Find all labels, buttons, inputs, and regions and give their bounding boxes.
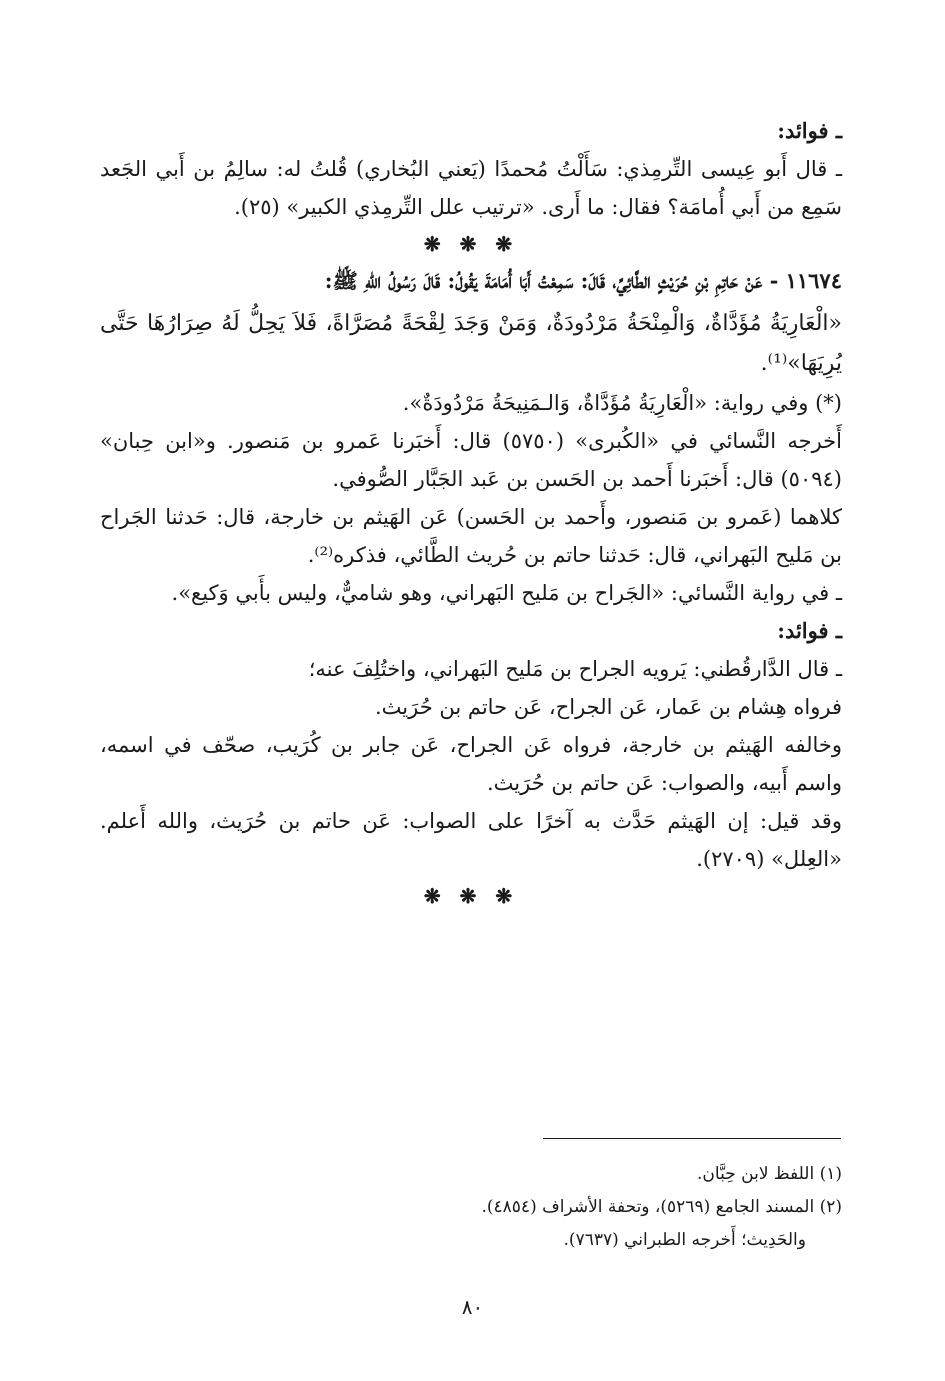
footnote-item: (٢) المسند الجامع (٥٢٦٩)، وتحفة الأشراف (٤٨٥٤).	[481, 1197, 842, 1217]
hadith-text: «الْعَارِيَةُ مُؤَدَّاةٌ، وَالْمِنْحَةُ مَرْدُودَةٌ، وَمَنْ وَجَدَ لِقْحَةً مُصَرَّاةً، فَلاَ يَحِلُّ لَهُ صِرَارُهَا حَتَّى يُرِيَهَا»⁽¹⁾.	[100, 311, 842, 376]
takhrij-paragraph: ـ في رواية النَّسائي: «الجَراح بن مَليح البَهراني، وهو شاميٌّ، وليس بأَبي وَكيع».	[171, 581, 842, 605]
main-text	[100, 112, 842, 914]
takhrij-paragraph: كلاهما (عَمرو بن مَنصور، وأَحمد بن الحَسن) عَن الهَيثم بن خارجة، قال: حَدثنا الجَراح بن مَليح البَهراني، قال: حَدثنا حاتم بن حُريث الطَّائي، فذكره⁽²⁾.	[100, 505, 842, 567]
takhrij-paragraph: أَخرجه النَّسائي في «الكُبرى» (٥٧٥٠) قال: أَخبَرنا عَمرو بن مَنصور. و«ابن حِبان» (٥٠٩٤) قال: أَخبَرنا أَحمد بن الحَسن بن عَبد الجَبَّار الصُّوفي.	[100, 429, 842, 491]
fawaid-tirmidhi-note: ـ قال أَبو عِيسى التِّرمِذي: سَأَلْتُ مُحمدًا (يَعني البُخاري) قُلتُ له: سالِمُ بن أَبي الجَعد سَمِع من أَبي أُمامَة؟ فقال: ما أَرى. «ترتيب علل التِّرمِذي الكبير» (٢٥).	[100, 157, 842, 219]
fawaid-daraqutni-line: وقد قيل: إن الهَيثم حَدَّث به آخرًا على الصواب: عَن حاتم بن حُرَيث، والله أَعلم. «العِلل» (٢٧٠٩).	[100, 809, 842, 871]
section-heading-fawaid: ـ فوائد:	[777, 618, 842, 643]
hadith-isnad: ١١٦٧٤ - عَنْ حَاتِمِ بْنِ حُرَيْثٍ الطَّائِيِّ، قَالَ: سَمِعْتُ أَبَا أُمَامَةَ يَقُولُ: قَالَ رَسُولُ اللهِ ﷺ:	[324, 268, 842, 293]
footnotes	[300, 1158, 842, 1257]
fawaid-daraqutni-line: وخالفه الهَيثم بن خارجة، فرواه عَن الجراح، عَن جابر بن كُرَيب، صحّف في اسمه، واسم أَبيه، والصواب: عَن حاتم بن حُرَيث.	[100, 733, 842, 795]
footnote-item: (١) اللفظ لابن حِبَّان.	[697, 1164, 842, 1184]
section-heading-fawaid: ـ فوائد:	[777, 118, 842, 143]
footnote-item: والحَدِيث؛ أَخرجه الطبراني (٧٦٣٧).	[563, 1230, 806, 1250]
fawaid-daraqutni-line: فرواه هِشام بن عَمار، عَن الجراح، عَن حاتم بن حُرَيث.	[374, 695, 842, 719]
footnote-divider	[543, 1138, 841, 1139]
hadith-variant: (*) وفي رواية: «الْعَارِيَةُ مُؤَدَّاةٌ، وَالـمَنِيحَةُ مَرْدُودَةٌ».	[402, 391, 842, 415]
section-separator: ❋ ❋ ❋	[423, 884, 519, 908]
fawaid-daraqutni-line: ـ قال الدَّارقُطني: يَرويه الجراح بن مَليح البَهراني، واختُلِفَ عنه؛	[308, 657, 842, 681]
page-number: ٨٠	[461, 1295, 484, 1319]
section-separator: ❋ ❋ ❋	[423, 232, 519, 256]
